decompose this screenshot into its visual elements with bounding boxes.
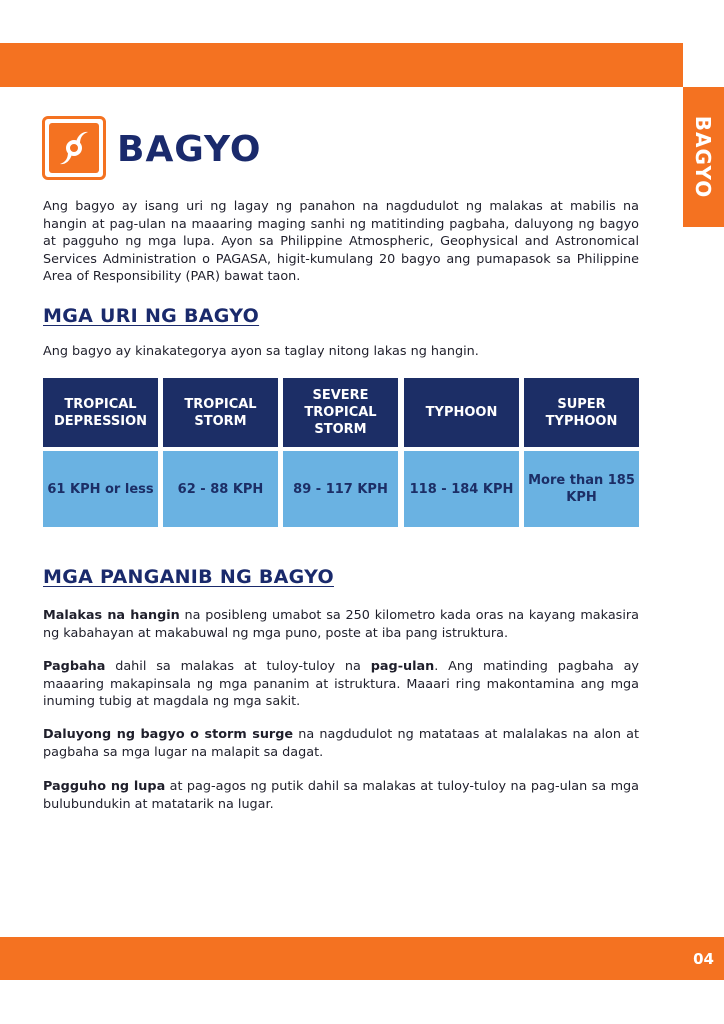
category-speed: 89 - 117 KPH — [283, 451, 398, 527]
category-name: SEVERE TROPICAL STORM — [283, 378, 398, 447]
types-heading: MGA URI NG BAGYO — [43, 305, 260, 327]
hazard-text: dahil sa malakas at tuloy-tuloy na — [105, 659, 371, 674]
category-name: SUPER TYPHOON — [524, 378, 639, 447]
hazard-paragraph — [43, 726, 639, 761]
page-number: 04 — [683, 937, 724, 980]
typhoon-icon — [49, 123, 99, 173]
hazard-paragraph — [43, 778, 639, 813]
top-orange-band — [0, 43, 683, 87]
hazard-text: na nagdudulot ng matataas at malalakas na alon at pagbaha sa mga lugar na malapit sa dagat. — [43, 727, 639, 760]
hazard-paragraph — [43, 658, 639, 711]
category-table — [43, 378, 639, 527]
category-name: TYPHOON — [404, 378, 519, 447]
typhoon-logo — [42, 116, 106, 180]
category-name: TROPICAL STORM — [163, 378, 278, 447]
category-speed: 62 - 88 KPH — [163, 451, 278, 527]
hazard-term: Malakas na hangin — [43, 608, 180, 623]
hazard-term: Pagbaha — [43, 659, 106, 674]
hazard-text: . Ang matinding pagbaha ay maaaring makapinsala ng mga pananim at istruktura. Maaari ring makontamina ang mga inuming tubig at magdala ng mga sakit. — [43, 659, 639, 709]
category-column — [283, 378, 398, 527]
hazards-heading: MGA PANGANIB NG BAGYO — [43, 566, 334, 588]
hazard-term: Daluyong ng bagyo o storm surge — [43, 727, 294, 742]
hazard-text: na posibleng umabot sa 250 kilometro kada oras na kayang makasira ng kabahayan at makabuwal ng mga puno, poste at iba pang istruktura. — [43, 608, 639, 641]
category-column — [524, 378, 639, 527]
hazard-paragraph — [43, 607, 639, 642]
hazard-term: Pagguho ng lupa — [43, 779, 166, 794]
category-column — [163, 378, 278, 527]
category-column — [43, 378, 158, 527]
intro-paragraph: Ang bagyo ay isang uri ng lagay ng panahon na nagdudulot ng malakas at mabilis na hangin at pag-ulan na maaaring maging sanhi ng matitinding pagbaha, daluyong ng bagyo at pagguho ng mga lupa. Ayon sa Philippine Atmospheric, Geophysical and Astronomical Services Administration o PAGASA, higit-kumulang 20 bagyo ang pumapasok sa Philippine Area of Responsibility (PAR) bawat taon. — [43, 199, 639, 284]
category-name: TROPICAL DEPRESSION — [43, 378, 158, 447]
hazard-term: pag-ulan — [370, 659, 435, 674]
category-column — [404, 378, 519, 527]
hazard-text: at pag-agos ng putik dahil sa malakas at tuloy-tuloy na pag-ulan sa mga bulubundukin at matatarik na lugar. — [43, 779, 639, 812]
bottom-orange-band — [0, 937, 683, 980]
page-title: BAGYO — [117, 129, 262, 170]
side-tab — [683, 87, 724, 227]
category-speed: 118 - 184 KPH — [404, 451, 519, 527]
category-speed: More than 185 KPH — [524, 451, 639, 527]
types-subtitle: Ang bagyo ay kinakategorya ayon sa taglay nitong lakas ng hangin. — [43, 344, 479, 359]
category-speed: 61 KPH or less — [43, 451, 158, 527]
side-tab-label: BAGYO — [691, 115, 716, 199]
